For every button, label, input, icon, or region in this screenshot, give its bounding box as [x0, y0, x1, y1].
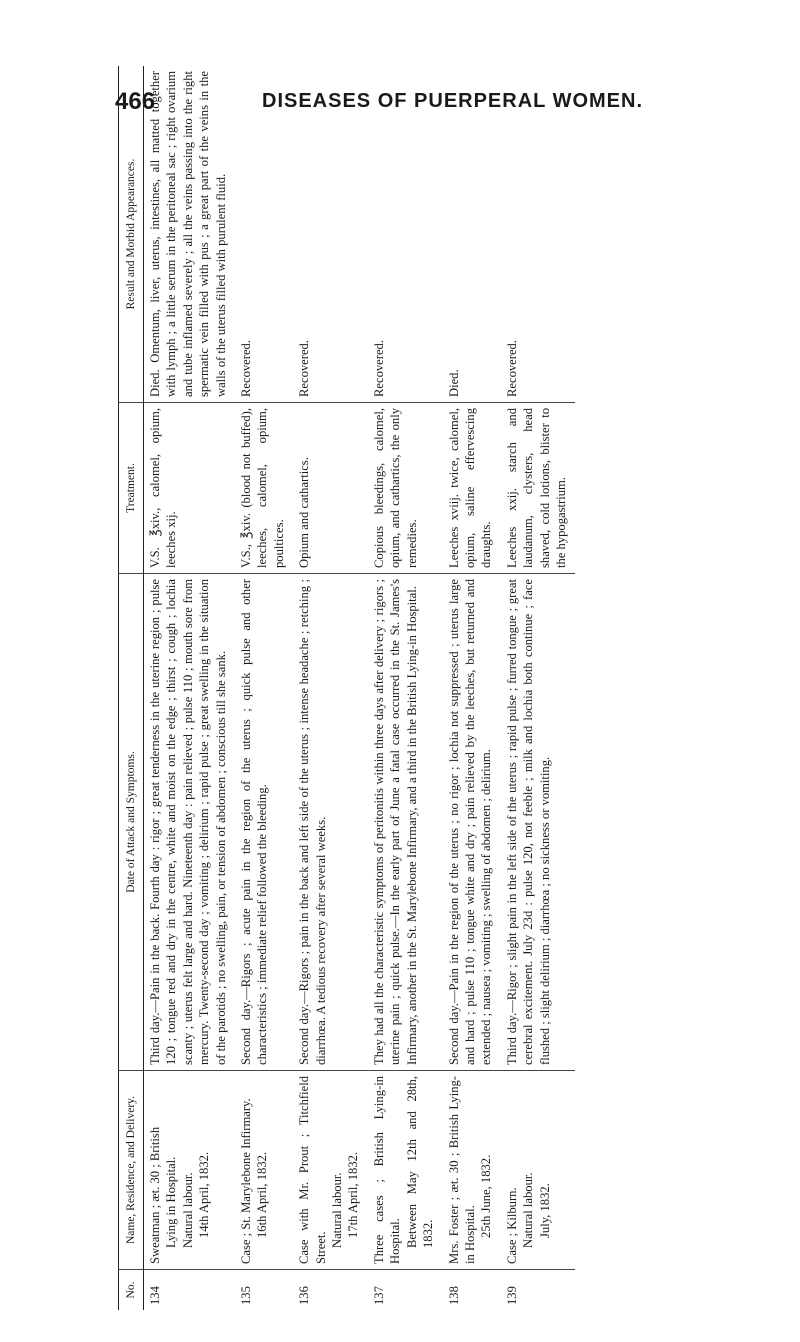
case-attack: Second day.—Rigors ; pain in the back and left side of the uterus ; intense headache ; retching ; diarrhœa. A tedious recovery after several weeks. — [293, 574, 368, 1071]
name-line: 14th April, 1832. — [197, 1151, 212, 1238]
table-row — [443, 66, 501, 1310]
name-line: Mrs. Foster ; æt. 30 ; British Lying-in Hospital. — [446, 1076, 477, 1264]
page-number: 466 — [115, 88, 156, 115]
case-result: Recovered. — [235, 66, 293, 403]
case-result: Recovered. — [293, 66, 368, 403]
name-line: July, 1832. — [537, 1183, 552, 1238]
name-line: Natural labour. — [180, 1172, 195, 1248]
case-treatment: V.S., ℥xiv. (blood not buffed), leeches, calomel, opium, poultices. — [235, 403, 293, 574]
name-line: Case ; St. Marylebone Infirmary. — [239, 1098, 254, 1264]
case-number: 135 — [239, 1286, 254, 1305]
running-title: DISEASES OF PUERPERAL WOMEN. — [262, 90, 644, 112]
table-row — [501, 66, 576, 1310]
name-line: Case with Mr. Prout ; Titchfield Street. — [297, 1076, 328, 1264]
header-attack: Date of Attack and Symptoms. — [119, 574, 144, 1071]
case-attack: Third day.—Pain in the back. Fourth day : rigor ; great tenderness in the uterine region ; pulse 120 ; tongue red and dry in the centre, white and moist on the edge ; thirst ; cough ; lochia scanty ; uterus felt large and hard. Nineteenth day : pain relieved ; pulse 110 ; mouth sore from mercury. Twenty-second day ; vomiting ; delirium ; rapid pulse ; great swelling in the situation of the parotids ; no swelling, pain, or tension of abdomen ; conscious till she sank. — [144, 574, 236, 1071]
case-result: Died. Omentum, liver, uterus, intestines, all matted together with lymph ; a little serum in the peritoneal sac ; right ovarium and tube inflamed severely ; all the veins passing into the right spermatic vein filled with pus ; a great part of the veins in the walls of the uterus filled with purulent fluid. — [144, 66, 236, 403]
case-attack: They had all the characteristic symptoms of peritonitis within three days after delivery ; rigors ; uterine pain ; quick pulse.—In the early part of June a fatal case occurred in the St. James's Infirmary, another in the St. Marylebone Infirmary, and a third in the British Lying-in Hospital. — [368, 574, 443, 1071]
name-line: Between May 12th and 28th, 1832. — [404, 1076, 436, 1248]
header-result: Result and Morbid Appearances. — [119, 66, 144, 403]
name-line: Lying in Hospital. — [164, 1156, 179, 1248]
case-result: Recovered. — [368, 66, 443, 403]
table-row — [144, 66, 236, 1310]
name-line: 16th April, 1832. — [255, 1151, 270, 1238]
case-attack: Second day.—Pain in the region of the uterus ; no rigor ; lochia not suppressed ; uterus large and hard ; pulse 110 ; tongue white and dry ; pain relieved by the leeches, but returned and extended ; nausea ; vomiting ; swelling of abdomen ; delirium. — [443, 574, 501, 1071]
case-number: 136 — [297, 1286, 312, 1305]
case-name — [443, 1071, 501, 1270]
table-row — [368, 66, 443, 1310]
case-name — [144, 1071, 236, 1270]
table-header-row — [119, 66, 144, 1310]
case-treatment: Copious bleedings, calomel, opium, and cathartics, the only remedies. — [368, 403, 443, 574]
case-number: 137 — [371, 1286, 386, 1305]
case-treatment: V.S. ℥xiv., calomel, opium, leeches xij. — [144, 403, 236, 574]
case-result: Died. — [443, 66, 501, 403]
case-treatment: Leeches xxij. starch and laudanum, clysters, head shaved, cold lotions, blister to the hypogastrium. — [501, 403, 576, 574]
name-line: Case ; Kilburn. — [504, 1187, 519, 1264]
name-line: Three cases ; British Lying-in Hospital. — [371, 1076, 403, 1264]
case-result: Recovered. — [501, 66, 576, 403]
case-attack: Third day.—Rigor ; slight pain in the left side of the uterus ; rapid pulse ; furred tongue ; great cerebral excitement. July 23d : pulse 120, not feeble ; milk and lochia both continue ; face flushed ; slight delirium ; diarrhœa ; no sickness or vomiting. — [501, 574, 576, 1071]
table-row — [235, 66, 293, 1310]
case-name — [235, 1071, 293, 1270]
case-number: 138 — [446, 1286, 461, 1305]
case-number: 139 — [504, 1286, 519, 1305]
case-treatment: Leeches xviij. twice, calomel, opium, saline effervescing draughts. — [443, 403, 501, 574]
header-no: No. — [119, 1270, 144, 1311]
case-name — [293, 1071, 368, 1270]
name-line: 25th June, 1832. — [479, 1154, 494, 1238]
case-name — [368, 1071, 443, 1270]
case-treatment: Opium and cathartics. — [293, 403, 368, 574]
case-attack: Second day.—Rigors ; acute pain in the region of the uterus ; quick pulse and other characteristics ; immediate relief followed the bleeding. — [235, 574, 293, 1071]
case-name — [501, 1071, 576, 1270]
name-line: Natural labour. — [521, 1172, 536, 1248]
name-line: 17th April, 1832. — [346, 1151, 361, 1238]
header-name: Name, Residence, and Delivery. — [119, 1071, 144, 1270]
case-number: 134 — [148, 1286, 162, 1305]
header-treatment: Treatment. — [119, 403, 144, 574]
name-line: Sweatman ; æt. 30 ; British — [148, 1126, 162, 1264]
table-row — [293, 66, 368, 1310]
cases-table — [118, 66, 575, 1310]
name-line: Natural labour. — [330, 1172, 345, 1248]
